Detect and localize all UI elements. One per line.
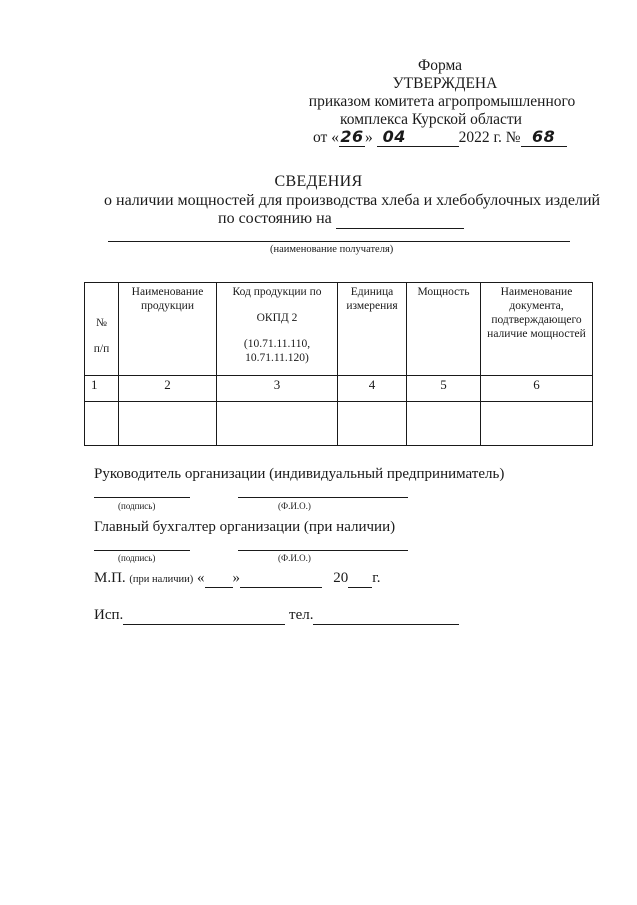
order-date-line — [313, 127, 567, 147]
data-cell[interactable] — [217, 402, 338, 446]
accountant-fio-caption: (Ф.И.О.) — [278, 553, 311, 563]
doc-heading: СВЕДЕНИЯ — [274, 173, 363, 190]
column-number: 4 — [338, 376, 407, 402]
accountant-signature-line — [94, 550, 190, 551]
approved-label: УТВЕРЖДЕНА — [392, 75, 498, 92]
column-number: 3 — [217, 376, 338, 402]
as-of-line — [218, 210, 464, 229]
column-number: 6 — [481, 376, 593, 402]
stamp-year-suffix: г. — [372, 570, 381, 586]
header-product-name: Наименование продукции — [119, 283, 217, 376]
stamp-date-open: « — [197, 570, 205, 586]
phone-field[interactable] — [313, 607, 459, 625]
data-cell[interactable] — [119, 402, 217, 446]
data-cell[interactable] — [407, 402, 481, 446]
executor-label: Исп. — [94, 607, 124, 623]
recipient-caption: (наименование получателя) — [270, 244, 394, 255]
order-line-2: комплекса Курской области — [340, 111, 522, 128]
form-label: Форма — [417, 57, 463, 74]
table-data-row — [85, 402, 593, 446]
executor-line — [94, 607, 459, 625]
stamp-day-field[interactable] — [205, 570, 233, 588]
capacity-table — [84, 282, 593, 446]
header-capacity: Мощность — [407, 283, 481, 376]
recipient-line — [108, 241, 570, 242]
header-code-okpd: ОКПД 2 — [256, 312, 298, 324]
date-quote-close: » — [364, 129, 373, 146]
column-number: 5 — [407, 376, 481, 402]
accountant-label: Главный бухгалтер организации (при наличии) — [94, 519, 396, 535]
stamp-line — [94, 570, 381, 588]
stamp-month-field[interactable] — [240, 570, 322, 588]
column-number: 2 — [119, 376, 217, 402]
header-num-pp: п/п — [93, 343, 110, 355]
data-cell[interactable] — [85, 402, 119, 446]
data-cell[interactable] — [338, 402, 407, 446]
head-signature-caption: (подпись) — [118, 501, 156, 511]
as-of-date-field — [336, 210, 464, 229]
header-code-title: Код продукции по — [232, 286, 322, 298]
order-line-1: приказом комитета агропромышленного — [308, 93, 576, 110]
head-of-organization-label: Руководитель организации (индивидуальный предприниматель) — [94, 466, 505, 482]
header-code — [217, 283, 338, 376]
date-day: 26 — [340, 127, 364, 146]
head-fio-line — [238, 497, 408, 498]
date-month: 04 — [377, 127, 459, 147]
header-unit: Единица измерения — [338, 283, 407, 376]
head-fio-caption: (Ф.И.О.) — [278, 501, 311, 511]
accountant-signature-caption: (подпись) — [118, 553, 156, 563]
as-of-label: по состоянию на — [218, 210, 332, 227]
header-document: Наименование документа, подтверждающего наличие мощностей — [481, 283, 593, 376]
stamp-year-prefix: 20 — [333, 570, 349, 586]
head-signature-line — [94, 497, 190, 498]
column-number: 1 — [85, 376, 119, 402]
stamp-year-field[interactable] — [348, 570, 372, 588]
order-number: 68 — [521, 127, 567, 147]
stamp-note: (при наличии) — [129, 574, 194, 585]
header-num-symbol: № — [96, 317, 107, 329]
header-code-values: (10.71.11.110, 10.71.11.120) — [243, 338, 311, 364]
date-year: 2022 г. № — [458, 129, 521, 146]
executor-field[interactable] — [123, 607, 285, 625]
stamp-date-close: » — [232, 570, 241, 586]
accountant-fio-line — [238, 550, 408, 551]
header-num — [85, 283, 119, 376]
column-number-row — [85, 376, 593, 402]
doc-subheading: о наличии мощностей для производства хлеба и хлебобулочных изделий — [104, 192, 601, 209]
date-prefix: от « — [313, 129, 339, 146]
data-cell[interactable] — [481, 402, 593, 446]
phone-label: тел. — [289, 607, 314, 623]
stamp-label: М.П. — [94, 570, 126, 586]
table-header-row — [85, 283, 593, 376]
